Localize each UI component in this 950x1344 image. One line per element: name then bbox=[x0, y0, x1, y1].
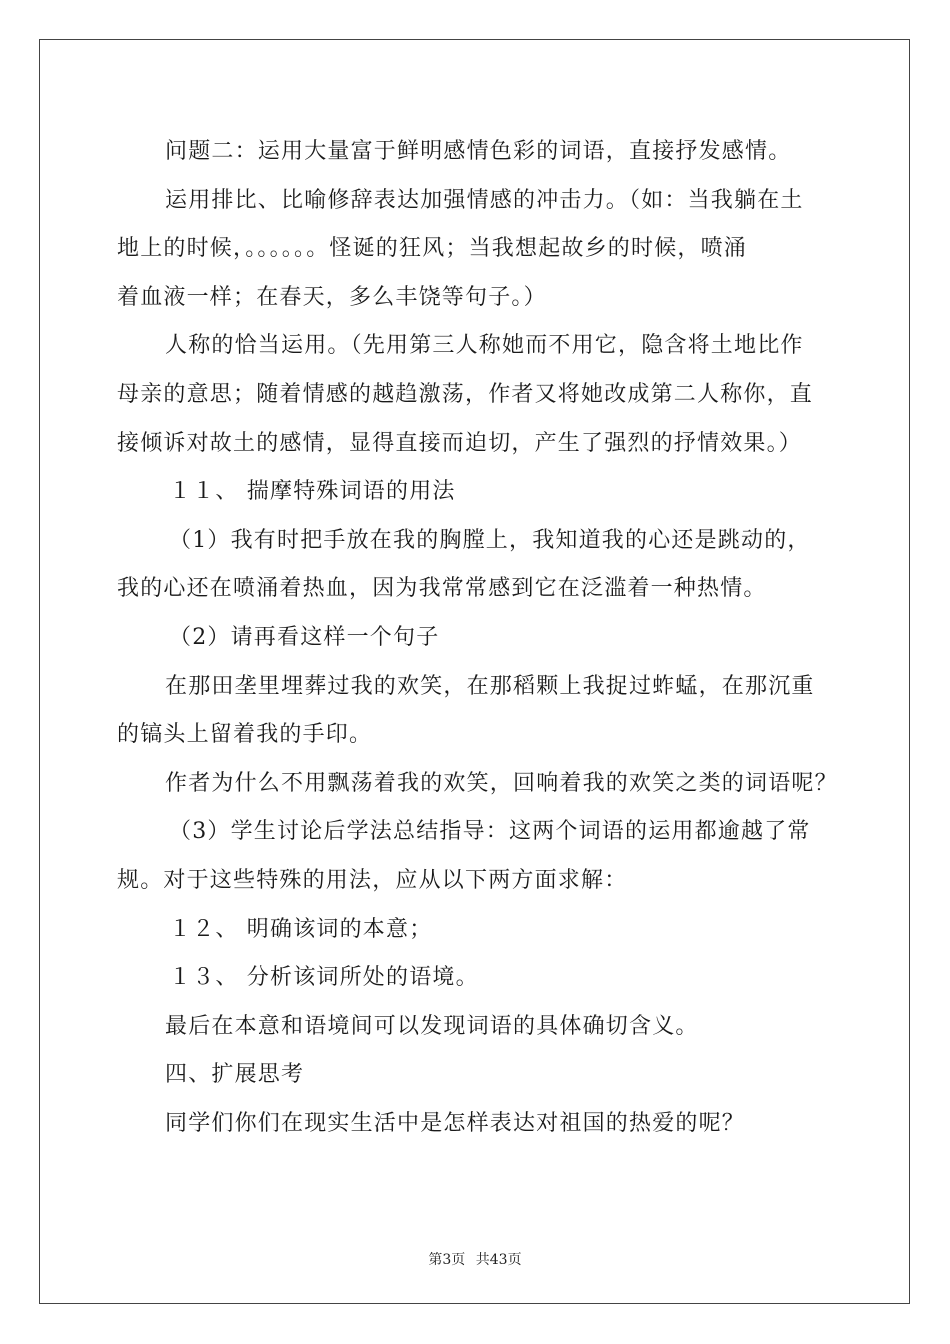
paragraph-line: 着血液一样；在春天，多么丰饶等句子。） bbox=[117, 284, 547, 310]
paragraph-line: 在那田垄里埋葬过我的欢笑，在那稻颗上我捉过蚱蜢，在那沉重 bbox=[165, 673, 815, 699]
paragraph-line: 问题二：运用大量富于鲜明感情色彩的词语，直接抒发感情。 bbox=[165, 139, 792, 164]
list-item: １３、 分析该词所处的语境。 bbox=[169, 965, 479, 991]
paragraph-line: （2）请再看这样一个句子 bbox=[169, 624, 440, 650]
page-footer bbox=[0, 1249, 950, 1269]
page-number: 第3页 bbox=[428, 1252, 466, 1268]
section-heading: １１、 揣摩特殊词语的用法 bbox=[169, 479, 456, 505]
paragraph-line: 最后在本意和语境间可以发现词语的具体确切含义。 bbox=[165, 1013, 699, 1039]
paragraph-line: 母亲的意思；随着情感的越趋激荡，作者又将她改成第二人称你，直 bbox=[117, 381, 814, 407]
paragraph-line: （1）我有时把手放在我的胸膛上，我知道我的心还是跳动的， bbox=[169, 527, 811, 553]
page-total: 共43页 bbox=[475, 1252, 522, 1268]
paragraph-line: 接倾诉对故土的感情，显得直接而迫切，产生了强烈的抒情效果。） bbox=[117, 430, 803, 456]
list-item: １２、 明确该词的本意； bbox=[169, 916, 433, 942]
document-body bbox=[117, 128, 837, 1148]
paragraph-line: 运用排比、比喻修辞表达加强情感的冲击力。（如：当我躺在土 bbox=[165, 187, 804, 213]
paragraph-line: 的镐头上留着我的手印。 bbox=[117, 722, 373, 748]
paragraph-line: 作者为什么不用飘荡着我的欢笑，回响着我的欢笑之类的词语呢？ bbox=[165, 770, 838, 796]
paragraph-line: 我的心还在喷涌着热血，因为我常常感到它在泛滥着一种热情。 bbox=[117, 576, 767, 602]
section-heading: 四、扩展思考 bbox=[165, 1062, 305, 1088]
paragraph-line: 地上的时候，。。。。。。怪诞的狂风；当我想起故乡的时候，喷涌 bbox=[117, 236, 748, 262]
paragraph-line: 规。对于这些特殊的用法，应从以下两方面求解： bbox=[117, 867, 628, 893]
paragraph-line: 人称的恰当运用。（先用第三人称她而不用它，隐含将土地比作 bbox=[165, 333, 804, 359]
paragraph-line: （3）学生讨论后学法总结指导：这两个词语的运用都逾越了常 bbox=[169, 819, 811, 845]
paragraph-line: 同学们你们在现实生活中是怎样表达对祖国的热爱的呢？ bbox=[165, 1110, 746, 1136]
